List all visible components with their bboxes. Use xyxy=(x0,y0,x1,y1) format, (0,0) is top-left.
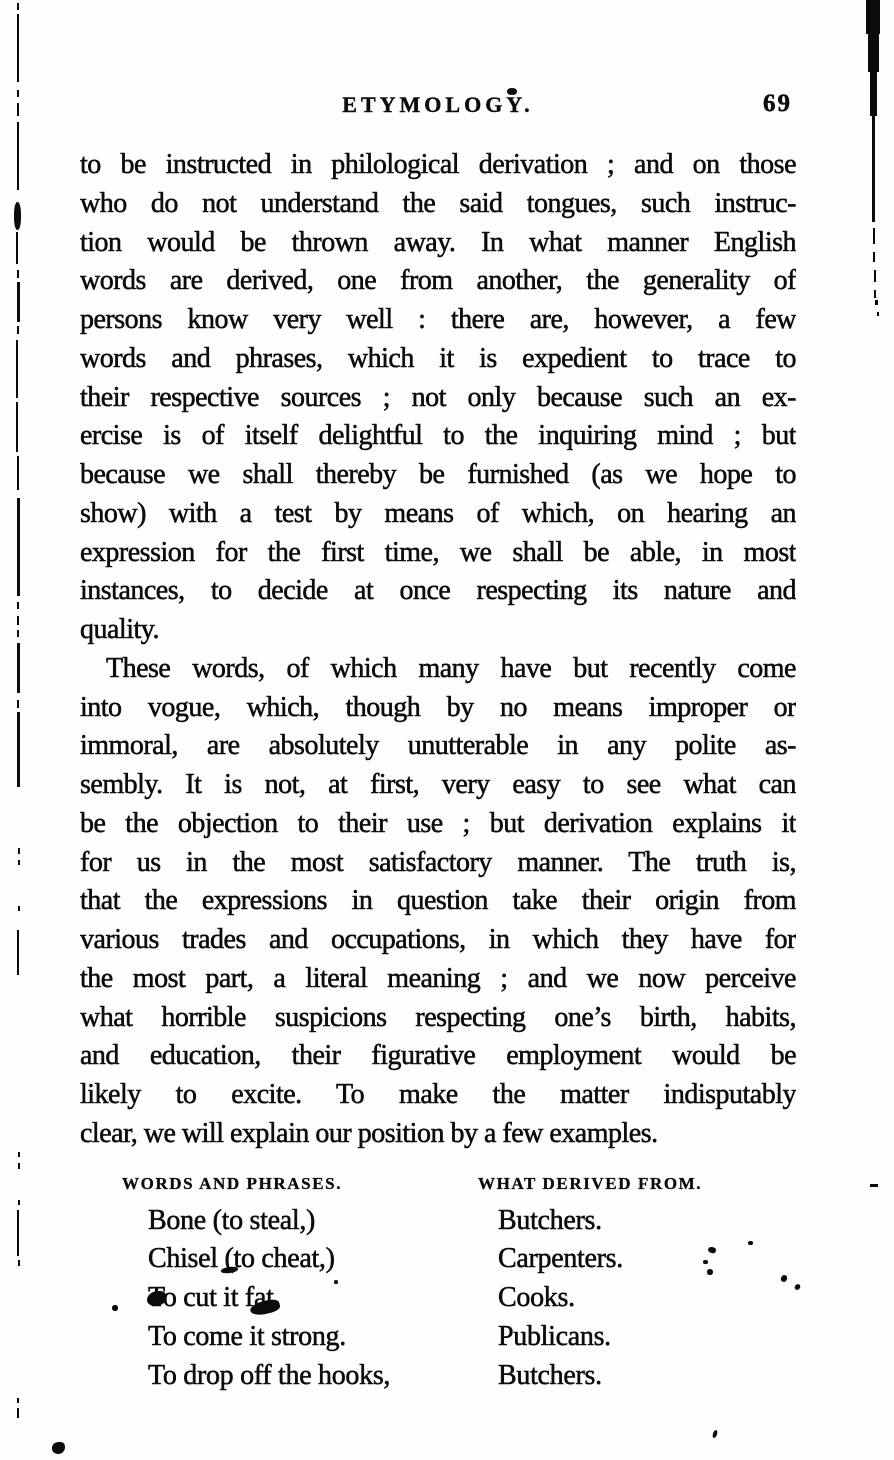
text-line: and education, their figurative employment would be xyxy=(80,1040,796,1072)
text-line: tion would be thrown away. In what manner English xyxy=(80,226,796,258)
scan-edge-line xyxy=(873,252,875,262)
scan-edge-line xyxy=(872,112,875,222)
scan-edge-line xyxy=(17,90,19,97)
scan-edge-line xyxy=(16,340,18,398)
text-line: that the expressions in question take their origin from xyxy=(80,885,796,917)
text-line: into vogue, which, though by no means improper or xyxy=(80,691,796,723)
scan-edge-line xyxy=(873,228,875,244)
derived-from-cell: Butchers. xyxy=(498,1204,602,1236)
scan-edge-line xyxy=(17,700,19,708)
table-row xyxy=(80,1318,796,1357)
scan-edge-line xyxy=(17,326,19,334)
scan-edge-line xyxy=(874,290,876,298)
scan-edge-line xyxy=(17,103,19,116)
derived-from-cell: Cooks. xyxy=(498,1282,575,1314)
derived-from-cell: Carpenters. xyxy=(498,1243,623,1275)
phrase-cell: Chisel (to cheat,) xyxy=(148,1243,335,1275)
ink-speck xyxy=(877,312,879,316)
text-line: because we shall thereby be furnished (as we hope to xyxy=(80,459,796,490)
text-line: who do not understand the said tongues, such instruc- xyxy=(80,187,796,219)
ink-speck xyxy=(18,1200,20,1205)
text-line: show) with a test by means of which, on hearing an xyxy=(80,497,796,529)
text-line: the most part, a literal meaning ; and we now perceive xyxy=(80,962,796,994)
scan-edge-line xyxy=(17,1408,19,1418)
table-header-row xyxy=(80,1168,796,1202)
scan-edge-line xyxy=(17,616,19,625)
derivation-table xyxy=(80,1168,796,1396)
scan-edge-line xyxy=(17,1210,19,1256)
text-line: their respective sources ; not only because such an ex- xyxy=(80,381,796,413)
scan-edge-line xyxy=(17,270,19,278)
ink-speck xyxy=(870,1184,878,1187)
phrase-cell: To come it strong. xyxy=(148,1320,346,1352)
text-line: ercise is of itself delightful to the inquiring mind ; but xyxy=(80,420,796,452)
text-line: quality. xyxy=(80,614,159,645)
scan-edge-blob xyxy=(870,66,877,116)
ink-speck xyxy=(712,1430,718,1439)
column-header-what-derived-from: WHAT DERIVED FROM. xyxy=(478,1173,703,1193)
ink-blot xyxy=(52,1442,65,1454)
ink-speck xyxy=(18,1260,20,1266)
ink-speck xyxy=(875,300,878,305)
derived-from-cell: Publicans. xyxy=(498,1320,611,1352)
table-row xyxy=(80,1240,796,1279)
scan-edge-line xyxy=(17,14,19,82)
text-line: expression for the first time, we shall be able, in most xyxy=(80,536,796,568)
text-line: These words, of which many have but recently come xyxy=(106,652,796,684)
scan-edge-line xyxy=(17,122,19,190)
scan-edge-line xyxy=(17,282,20,322)
page-content xyxy=(80,92,796,1395)
derived-from-cell: Butchers. xyxy=(498,1359,602,1391)
phrase-cell: To drop off the hooks, xyxy=(148,1359,391,1391)
text-line: to be instructed in philological derivation ; and on those xyxy=(80,149,796,180)
text-line: persons know very well : there are, however, a few xyxy=(80,304,796,335)
running-head xyxy=(80,92,796,122)
text-line: instances, to decide at once respecting its nature and xyxy=(80,575,796,607)
text-line: sembly. It is not, at first, very easy to see what can xyxy=(80,769,796,800)
text-line: for us in the most satisfactory manner. The truth is, xyxy=(80,846,796,878)
scan-edge-line xyxy=(17,630,19,637)
page-title: ETYMOLOGY. xyxy=(342,92,534,117)
table-row xyxy=(80,1357,796,1396)
scan-edge-line xyxy=(17,498,20,596)
scan-edge-line xyxy=(17,1398,19,1403)
text-line: likely to excite. To make the matter indisputably xyxy=(80,1079,796,1110)
text-line: words and phrases, which it is expedient to trace to xyxy=(80,342,796,374)
ink-speck xyxy=(18,1163,20,1169)
scan-edge-line xyxy=(18,860,20,865)
text-line: what horrible suspicions respecting one’s birth, habits, xyxy=(80,1001,796,1033)
scan-edge-line xyxy=(874,270,876,282)
ink-speck xyxy=(18,1152,20,1157)
body-text xyxy=(80,146,796,1154)
scan-edge-line xyxy=(16,402,18,452)
scan-edge-line xyxy=(17,456,19,490)
table-row xyxy=(80,1279,796,1318)
scan-edge-line xyxy=(17,3,19,10)
scan-edge-line xyxy=(17,643,20,693)
text-line: words are derived, one from another, the generality of xyxy=(80,265,796,297)
scan-edge-blob xyxy=(14,202,21,230)
scan-edge-line xyxy=(16,232,18,264)
scan-edge-line xyxy=(17,602,19,609)
phrase-cell: Bone (to steal,) xyxy=(148,1204,316,1236)
scan-edge-line xyxy=(17,712,20,787)
column-header-words-and-phrases: WORDS AND PHRASES. xyxy=(122,1173,343,1193)
page-number: 69 xyxy=(763,90,792,117)
text-line: immoral, are absolutely unutterable in any polite as- xyxy=(80,730,796,762)
scan-edge-line xyxy=(17,930,19,975)
text-line: clear, we will explain our position by a few examples. xyxy=(80,1117,658,1149)
table-row xyxy=(80,1202,796,1241)
text-line: be the objection to their use ; but derivation explains it xyxy=(80,807,796,839)
scan-edge-line xyxy=(18,848,20,854)
phrase-cell: To cut it fat. xyxy=(148,1282,281,1314)
ink-speck xyxy=(18,906,20,911)
text-line: various trades and occupations, in which they have for xyxy=(80,924,796,955)
